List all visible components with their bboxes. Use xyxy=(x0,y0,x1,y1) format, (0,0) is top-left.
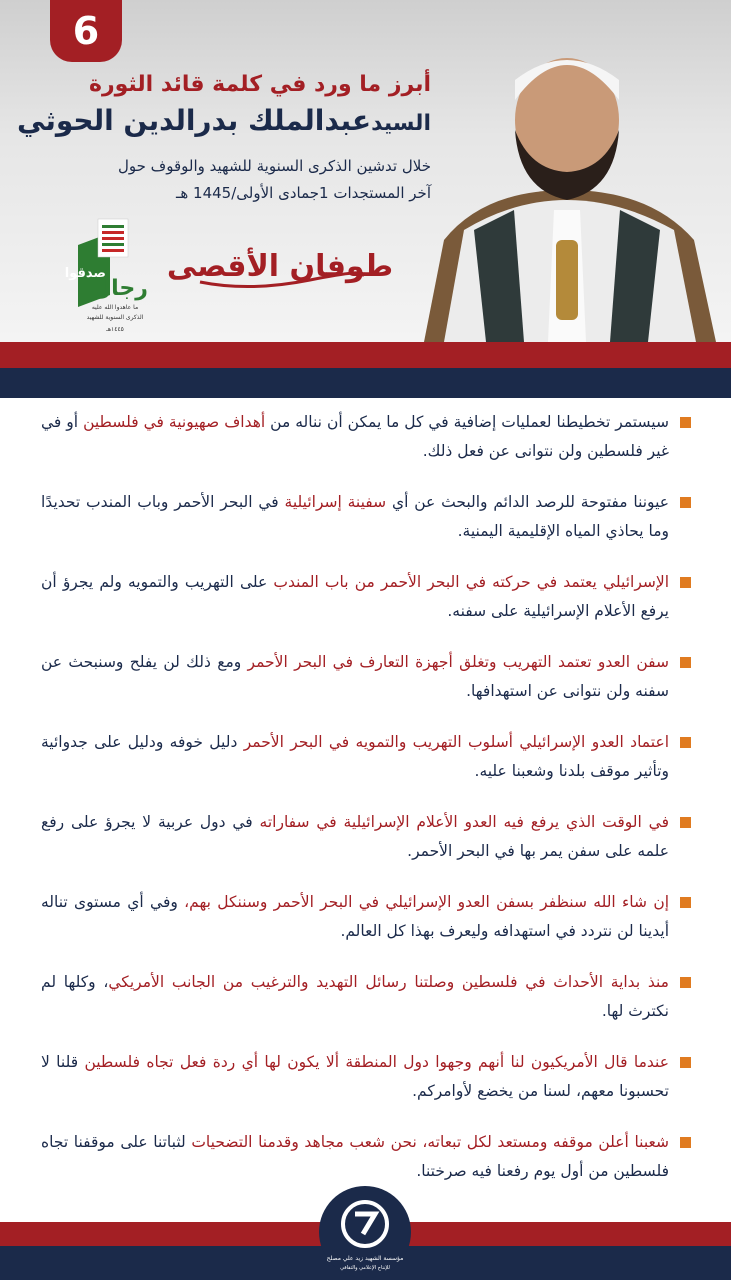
subtitle-line-1: خلال تدشين الذكرى السنوية للشهيد والوقوف حول xyxy=(117,157,431,175)
bullet-square-icon xyxy=(680,497,691,508)
statement-text: عيوننا مفتوحة للرصد الدائم والبحث عن أي xyxy=(386,493,669,511)
statement-highlight: في الوقت الذي يرفع فيه العدو الأعلام الإسرائيلية في سفاراته xyxy=(259,813,669,831)
foundation-logo xyxy=(311,1182,419,1280)
bullet-square-icon xyxy=(680,1137,691,1148)
statement-item xyxy=(41,648,691,706)
rijal-event-text: الذكرى السنوية للشهيد xyxy=(86,314,144,321)
title-prefix: السيد xyxy=(371,111,431,136)
statement-highlight: سفينة إسرائيلية xyxy=(284,493,387,511)
speaker-portrait xyxy=(404,40,731,342)
statement-highlight: شعبنا أعلن موقفه ومستعد لكل تبعاته، نحن شعب مجاهد وقدمنا التضحيات xyxy=(191,1133,669,1151)
statement-highlight: اعتماد العدو الإسرائيلي أسلوب التهريب والتمويه في البحر الأحمر xyxy=(243,733,669,751)
statement-text: قلنا لا تحسبونا معهم، لسنا من يخضع لأوامركم. xyxy=(41,1053,669,1100)
toofan-text: طوفان الأقصى xyxy=(166,249,394,284)
bullet-square-icon xyxy=(680,577,691,588)
statement-highlight: أهداف صهيونية في فلسطين xyxy=(83,413,266,431)
title-line-1: أبرز ما ورد في كلمة قائد الثورة xyxy=(88,72,431,97)
statement-item xyxy=(41,1128,691,1186)
subtitle-line-2: آخر المستجدات 1جمادى الأولى/1445 هـ xyxy=(175,184,431,202)
rijal-main-text: رجال xyxy=(92,276,148,301)
statements-list xyxy=(41,408,691,1208)
bullet-square-icon xyxy=(680,977,691,988)
statement-item xyxy=(41,1048,691,1106)
rijal-logo xyxy=(64,215,160,335)
statement-text: لثباتنا على موقفنا تجاه فلسطين من أول يوم رفعنا فيه صرختنا. xyxy=(41,1133,669,1180)
statement-item xyxy=(41,808,691,866)
statement-text: ، وكلها لم نكترث لها. xyxy=(41,973,669,1020)
bullet-square-icon xyxy=(680,817,691,828)
bullet-square-icon xyxy=(680,1057,691,1068)
bullet-square-icon xyxy=(680,657,691,668)
statement-item xyxy=(41,728,691,786)
statement-highlight: إن شاء الله سنظفر بسفن العدو الإسرائيلي في البحر الأحمر وسننكل بهم، xyxy=(184,893,670,911)
statement-item xyxy=(41,488,691,546)
footer-org-text: مؤسسة الشهيد زيد علي مصلح xyxy=(326,1255,404,1262)
statement-text: وفي أي مستوى تناله أيدينا لن نتردد في استهدافه وليعرف بهذا كل العالم. xyxy=(41,893,669,940)
title-name: عبدالملك بدرالدين الحوثي xyxy=(17,104,372,137)
rijal-year-text: ١٤٤٥هـ xyxy=(106,326,124,333)
header-band-navy xyxy=(0,368,731,398)
statement-text: أو في غير فلسطين ولن نتوانى عن فعل ذلك. xyxy=(41,413,669,460)
statement-item xyxy=(41,968,691,1026)
rijal-verse-text: ما عاهدوا الله عليه xyxy=(91,304,139,311)
statement-highlight: عندما قال الأمريكيون لنا أنهم وجهوا دول المنطقة ألا يكون لها أي ردة فعل تجاه فلسطين xyxy=(84,1053,669,1071)
statement-text: على التهريب والتمويه ولم يجرؤ أن يرفع الأعلام الإسرائيلية على سفنه. xyxy=(41,573,669,620)
footer-sub-text: للإنتاج الإعلامي والثقافي xyxy=(340,1265,390,1271)
statement-text: ومع ذلك لن يفلح وسنبحث عن سفنه ولن نتوانى عن استهدافها. xyxy=(41,653,669,700)
statement-item xyxy=(41,888,691,946)
statement-text: في البحر الأحمر وباب المندب تحديدًا وما يحاذي المياه الإقليمية اليمنية. xyxy=(41,493,669,540)
header-band-red xyxy=(0,342,731,368)
statement-text: سيستمر تخطيطنا لعمليات إضافية في كل ما يمكن أن نناله من xyxy=(265,413,669,431)
bullet-square-icon xyxy=(680,417,691,428)
statement-text: دليل خوفه ودليل على جدوائية وتأثير موقف بلدنا وشعبنا عليه. xyxy=(41,733,669,780)
bullet-square-icon xyxy=(680,897,691,908)
statement-item xyxy=(41,408,691,466)
header-panel xyxy=(0,0,731,342)
statement-highlight: منذ بداية الأحداث في فلسطين وصلتنا رسائل التهديد والترغيب من الجانب الأمريكي xyxy=(108,973,669,991)
page-number-badge: 6 xyxy=(50,0,122,62)
statement-highlight: سفن العدو تعتمد التهريب وتغلق أجهزة التعارف في البحر الأحمر xyxy=(247,653,669,671)
title-line-2 xyxy=(11,104,431,137)
bullet-square-icon xyxy=(680,737,691,748)
statement-item xyxy=(41,568,691,626)
rijal-sadaqu-text: صدقوا xyxy=(64,266,106,281)
toofan-logo xyxy=(166,232,394,294)
statement-highlight: الإسرائيلي يعتمد في حركته في البحر الأحمر من باب المندب xyxy=(273,573,670,591)
statement-text: في دول عربية لا يجرؤ على رفع علمه على سفن يمر بها في البحر الأحمر. xyxy=(41,813,669,860)
